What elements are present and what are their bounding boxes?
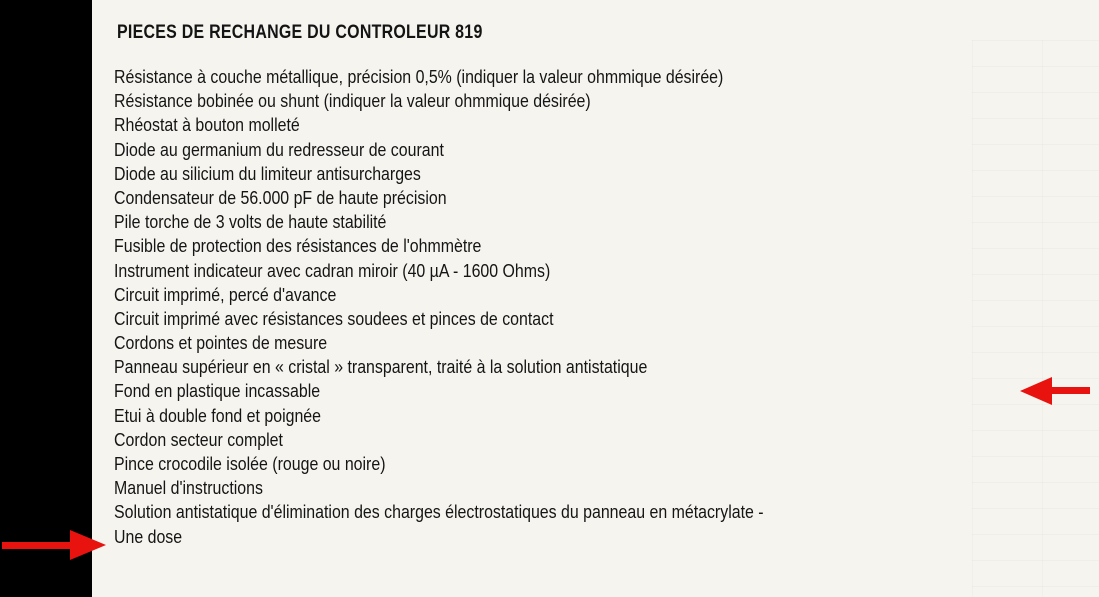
list-item: Panneau supérieur en « cristal » transparent, traité à la solution antistatique [114,356,648,378]
list-item: Résistance bobinée ou shunt (indiquer la valeur ohmmique désirée) [114,90,591,112]
arrow-head [1020,377,1052,405]
list-item: Circuit imprimé avec résistances soudees et pinces de contact [114,307,554,329]
list-item: Résistance à couche métallique, précision 0,5% (indiquer la valeur ohmmique désirée) [114,66,724,87]
list-item: Diode au germanium du redresseur de courant [114,138,444,160]
arrow-pointing-left-icon [1018,373,1098,409]
list-item: Pince crocodile isolée (rouge ou noire) [114,453,386,474]
arrow-shaft [1048,387,1090,394]
page-title: PIECES DE RECHANGE DU CONTROLEUR 819 [117,22,483,43]
show-through-texture [972,40,1099,597]
list-item: Circuit imprimé, percé d'avance [114,283,337,305]
parts-list [114,65,869,549]
document-page [92,0,1099,597]
list-item: Une dose [114,525,183,547]
arrow-shaft [2,542,72,549]
arrow-pointing-right-icon [0,526,110,566]
list-item: Cordons et pointes de mesure [114,332,328,354]
list-item: Cordon secteur complet [114,428,283,450]
list-item: Solution antistatique d'élimination des charges électrostatiques du panneau en métacrylate - [114,501,764,523]
list-item: Rhéostat à bouton molleté [114,114,300,136]
list-item: Condensateur de 56.000 pF de haute précision [114,186,447,208]
list-item: Fusible de protection des résistances de l'ohmmètre [114,235,482,257]
list-item: Diode au silicium du limiteur antisurcharges [114,162,421,184]
list-item: Instrument indicateur avec cadran miroir (40 µA - 1600 Ohms) [114,259,551,281]
list-item: Pile torche de 3 volts de haute stabilité [114,211,387,233]
arrow-head [70,530,106,560]
list-item: Manuel d'instructions [114,477,263,499]
list-item: Etui à double fond et poignée [114,404,322,426]
list-item: Fond en plastique incassable [114,380,321,402]
